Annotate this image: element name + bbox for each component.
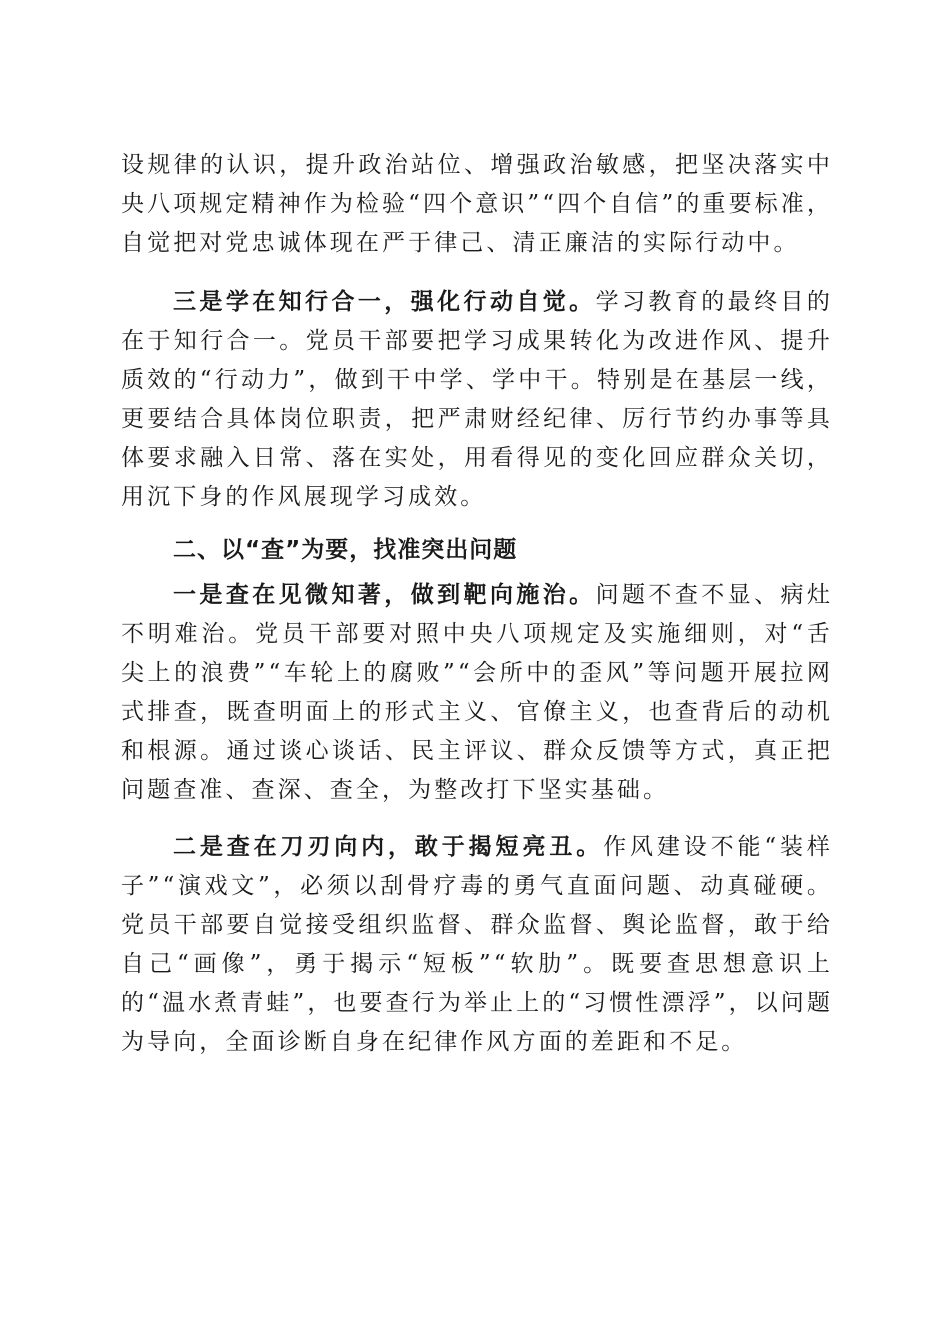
- paragraph-learn-action: [121, 282, 833, 517]
- paragraph-lead: 一是查在见微知著，做到靶向施治。: [173, 581, 596, 608]
- document-page: [121, 146, 833, 1062]
- section-heading: 二、以“查”为要，找准突出问题: [173, 537, 518, 563]
- paragraph-lead: 二是查在刀刃向内，敢于揭短亮丑。: [173, 833, 604, 860]
- paragraph-text: 问题不查不显、病灶不明难治。党员干部要对照中央八项规定及实施细则，对“舌尖上的浪费”“车轮上的腐败”“会所中的歪风”等问题开展拉网式排查，既查明面上的形式主义、官僚主义，也查背后的动机和根源。通过谈心谈话、民主评议、群众反馈等方式，真正把问题查准、查深、查全，为整改打下坚实基础。: [121, 582, 833, 803]
- paragraph-text: 作风建设不能“装样子”“演戏文”，必须以刮骨疗毒的勇气直面问题、动真碰硬。党员干部要自觉接受组织监督、群众监督、舆论监督，敢于给自己“画像”，勇于揭示“短板”“软肋”。既要查思想意识上的“温水煮青蛙”，也要查行为举止上的“习惯性漂浮”，以问题为导向，全面诊断自身在纪律作风方面的差距和不足。: [121, 834, 833, 1055]
- paragraph-check-detail: [121, 575, 833, 810]
- paragraph-text: 学习教育的最终目的在于知行合一。党员干部要把学习成果转化为改进作风、提升质效的“行动力”，做到干中学、学中干。特别是在基层一线，更要结合具体岗位职责，把严肃财经纪律、厉行节约办事等具体要求融入日常、落在实处，用看得见的变化回应群众关切，用沉下身的作风展现学习成效。: [121, 289, 833, 510]
- paragraph-check-inward: [121, 827, 833, 1062]
- paragraph-text: 设规律的认识，提升政治站位、增强政治敏感，把坚决落实中央八项规定精神作为检验“四个意识”“四个自信”的重要标准，自觉把对党忠诚体现在严于律己、清正廉洁的实际行动中。: [121, 152, 833, 256]
- paragraph-lead: 三是学在知行合一，强化行动自觉。: [173, 288, 596, 315]
- paragraph-continuation: [121, 146, 833, 263]
